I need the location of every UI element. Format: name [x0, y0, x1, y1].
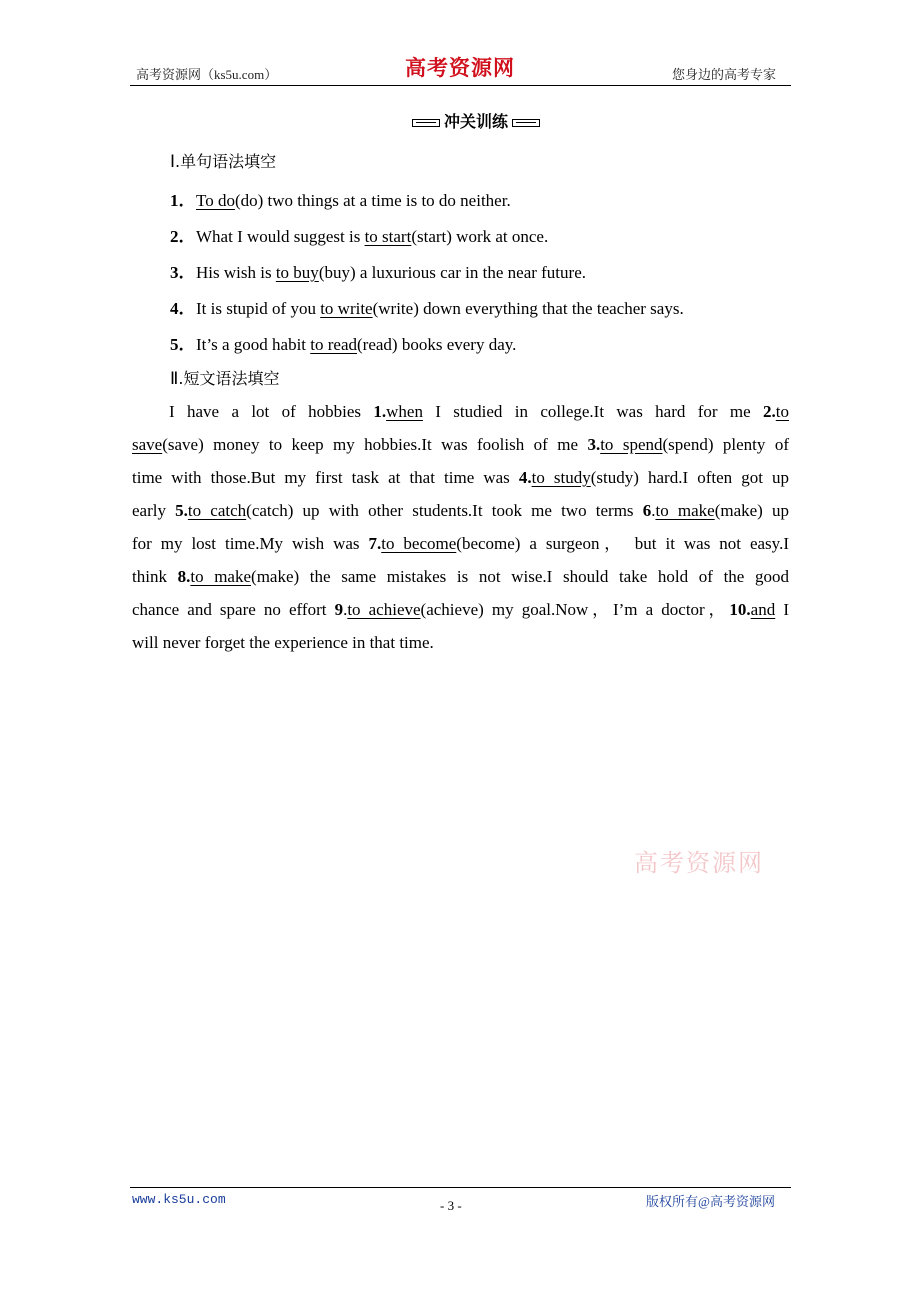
answer-blank: to buy — [275, 263, 319, 282]
cloze-passage — [132, 395, 789, 659]
answer-blank: to read — [310, 335, 357, 354]
item-text: (start) work at once. — [411, 227, 549, 246]
passage-line: think 8.to make(make) the same mistakes is not wise.I should take hold of the good — [132, 567, 789, 586]
item-text: (buy) a luxurious car in the near future. — [318, 263, 586, 282]
footer-divider — [130, 1187, 791, 1188]
item-text: (do) two things at a time is to do neither. — [234, 191, 511, 210]
exercise-item-2 — [170, 222, 548, 247]
banner-right-ornament — [512, 119, 540, 127]
section-numeral: Ⅱ — [170, 369, 179, 388]
footer-website-link[interactable]: www.ks5u.com — [132, 1192, 226, 1207]
exercise-item-3 — [170, 258, 586, 283]
banner-left-ornament — [412, 119, 440, 127]
section-title: .单句语法填空 — [175, 152, 277, 171]
answer-blank: to make — [655, 501, 715, 520]
section-numeral: Ⅰ — [170, 152, 176, 171]
item-text: (read) books every day. — [357, 335, 517, 354]
footer-copyright: 版权所有@高考资源网 — [646, 1194, 775, 1209]
passage-line: will never forget the experience in that time. — [132, 633, 434, 652]
exercise-item-1 — [170, 186, 511, 211]
answer-blank: to become — [381, 534, 457, 553]
answer-blank: to start — [364, 227, 412, 246]
item-text: (write) down everything that the teacher says. — [372, 299, 684, 318]
answer-blank: and — [750, 600, 776, 619]
item-text: What I would suggest is — [196, 227, 365, 246]
answer-blank: to — [775, 402, 789, 421]
answer-blank: to study — [531, 468, 591, 487]
item-text: His wish is — [196, 263, 276, 282]
answer-blank: to catch — [187, 501, 247, 520]
item-text: It is stupid of you — [196, 299, 321, 318]
passage-line: I have a lot of hobbies 1.when I studied in college.It was hard for me 2.to — [169, 402, 789, 421]
answer-blank: to write — [320, 299, 373, 318]
answer-blank: to achieve — [347, 600, 421, 619]
answer-blank: save — [132, 435, 163, 454]
passage-line: chance and spare no effort 9.to achieve(achieve) my goal.Now，I’m a doctor，10.and I — [132, 600, 789, 619]
section-heading-1 — [170, 149, 276, 172]
header-site-name: 高考资源网（ks5u.com） — [136, 67, 278, 82]
header-divider — [130, 85, 791, 86]
answer-blank: when — [386, 402, 423, 421]
passage-line: for my lost time.My wish was 7.to become(become) a surgeon， but it was not easy.I — [132, 534, 789, 553]
answer-blank: to spend — [600, 435, 663, 454]
answer-blank: to make — [190, 567, 252, 586]
header-logo: 高考资源网 — [405, 56, 515, 80]
watermark: 高考资源网 — [634, 849, 764, 877]
answer-blank: To do — [196, 191, 235, 210]
header-slogan: 您身边的高考专家 — [672, 67, 777, 82]
item-number: 5． — [170, 335, 196, 354]
passage-line: time with those.But my first task at that time was 4.to study(study) hard.I often got up — [132, 468, 790, 487]
item-number: 3． — [170, 263, 196, 282]
section-heading-2 — [170, 366, 279, 389]
exercise-item-5 — [170, 330, 516, 355]
item-number: 1． — [170, 191, 196, 210]
exercise-item-4 — [170, 294, 684, 319]
section-title: .短文语法填空 — [178, 369, 280, 388]
item-number: 2． — [170, 227, 196, 246]
page-number: - 3 - — [440, 1198, 462, 1213]
item-text: It’s a good habit — [196, 335, 311, 354]
passage-line: save(save) money to keep my hobbies.It was foolish of me 3.to spend(spend) plenty of — [132, 435, 789, 454]
section-banner — [412, 111, 540, 135]
item-number: 4． — [170, 299, 196, 318]
banner-title: 冲关训练 — [443, 112, 508, 131]
passage-line: early 5.to catch(catch) up with other students.It took me two terms 6.to make(make) up — [132, 501, 789, 520]
